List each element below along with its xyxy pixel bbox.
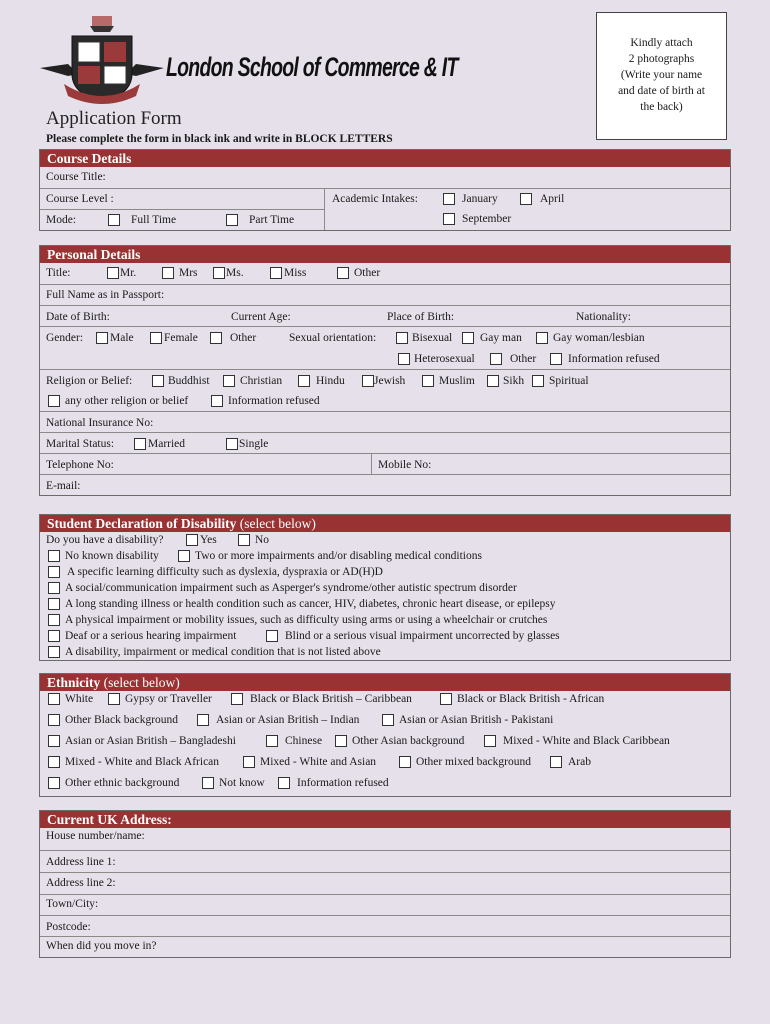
other-title-checkbox[interactable] <box>337 267 349 279</box>
ethnicity-body <box>40 691 730 797</box>
other-black-checkbox[interactable] <box>48 714 60 726</box>
single-label: Single <box>239 438 269 450</box>
academic-intakes-label: Academic Intakes: <box>332 193 418 205</box>
telephone-label: Telephone No: <box>46 459 114 471</box>
full-time-label: Full Time <box>131 214 177 226</box>
asian-indian-checkbox[interactable] <box>197 714 209 726</box>
ethnicity-heading <box>40 674 730 691</box>
disability-no-checkbox[interactable] <box>238 534 250 546</box>
course-details-section <box>39 149 731 231</box>
divider <box>371 454 372 474</box>
gay-woman-checkbox[interactable] <box>536 332 548 344</box>
not-know-checkbox[interactable] <box>202 777 214 789</box>
blind-label: Blind or a serious visual impairment uncorrected by glasses <box>285 630 560 642</box>
physical-impairment-label: A physical impairment or mobility issues, such as difficulty using arms or using a wheelchair or crutches <box>65 614 548 626</box>
ms-label: Ms. <box>226 267 244 279</box>
married-checkbox[interactable] <box>134 438 146 450</box>
miss-checkbox[interactable] <box>270 267 282 279</box>
other-asian-checkbox[interactable] <box>335 735 347 747</box>
male-label: Male <box>110 332 134 344</box>
ethnicity-refused-label: Information refused <box>297 777 389 789</box>
postcode-label: Postcode: <box>46 921 91 933</box>
social-impairment-checkbox[interactable] <box>48 582 60 594</box>
photo-note-line: and date of birth at <box>618 85 705 97</box>
pob-label: Place of Birth: <box>387 311 455 323</box>
mixed-white-caribbean-label: Mixed - White and Black Caribbean <box>503 735 670 747</box>
mr-label: Mr. <box>120 267 137 279</box>
male-checkbox[interactable] <box>96 332 108 344</box>
bisexual-label: Bisexual <box>412 332 453 344</box>
ethnicity-refused-checkbox[interactable] <box>278 777 290 789</box>
disability-section <box>39 514 731 661</box>
disability-heading-sub: (select below) <box>239 516 316 531</box>
mode-label: Mode: <box>46 214 77 226</box>
course-level-intake-row <box>40 188 730 230</box>
photo-note-line: (Write your name <box>620 69 703 81</box>
gay-man-label: Gay man <box>480 332 522 344</box>
photo-note-line: the back) <box>640 101 683 113</box>
other-orientation-label: Other <box>510 353 537 365</box>
house-label: House number/name: <box>46 830 145 842</box>
muslim-label: Muslim <box>439 375 475 387</box>
ethnicity-heading-text: Ethnicity <box>47 675 101 690</box>
orientation-refused-label: Information refused <box>568 353 660 365</box>
mixed-white-caribbean-checkbox[interactable] <box>484 735 496 747</box>
divider <box>40 209 324 210</box>
divider <box>324 189 325 230</box>
address2-row[interactable] <box>40 872 730 894</box>
age-label: Current Age: <box>231 311 291 323</box>
other-religion-label: any other religion or belief <box>65 395 189 407</box>
deaf-checkbox[interactable] <box>48 630 60 642</box>
form-title: Application Form <box>46 108 182 129</box>
two-or-more-checkbox[interactable] <box>178 550 190 562</box>
ethnicity-section <box>39 673 731 797</box>
asian-pakistani-checkbox[interactable] <box>382 714 394 726</box>
birth-row <box>40 305 730 326</box>
nationality-label: Nationality: <box>576 311 631 323</box>
not-know-label: Not know <box>219 777 265 789</box>
chinese-label: Chinese <box>285 735 323 747</box>
ethnicity-heading-sub: (select below) <box>103 675 180 690</box>
mixed-white-asian-checkbox[interactable] <box>243 756 255 768</box>
full-name-row[interactable] <box>40 284 730 305</box>
asian-pakistani-label: Asian or Asian British - Pakistani <box>399 714 554 726</box>
sikh-checkbox[interactable] <box>487 375 499 387</box>
other-gender-label: Other <box>230 332 257 344</box>
address1-row[interactable] <box>40 850 730 872</box>
deaf-label: Deaf or a serious hearing impairment <box>65 630 237 642</box>
mrs-checkbox[interactable] <box>162 267 174 279</box>
blind-checkbox[interactable] <box>266 630 278 642</box>
female-checkbox[interactable] <box>150 332 162 344</box>
other-asian-label: Other Asian background <box>352 735 465 747</box>
mixed-white-african-label: Mixed - White and Black African <box>65 756 220 768</box>
photo-note-line: Kindly attach <box>630 37 693 49</box>
marital-row <box>40 432 730 453</box>
title-row <box>40 263 730 284</box>
email-row[interactable] <box>40 474 730 495</box>
course-level-label: Course Level : <box>46 193 114 205</box>
religion-refused-checkbox[interactable] <box>211 395 223 407</box>
other-title-label: Other <box>354 267 381 279</box>
gypsy-label: Gypsy or Traveller <box>125 693 212 705</box>
muslim-checkbox[interactable] <box>422 375 434 387</box>
address-section <box>39 810 731 958</box>
miss-label: Miss <box>284 267 307 279</box>
other-orientation-checkbox[interactable] <box>490 353 502 365</box>
ni-label: National Insurance No: <box>46 417 154 429</box>
gender-label: Gender: <box>46 332 84 344</box>
mixed-white-asian-label: Mixed - White and Asian <box>260 756 377 768</box>
move-in-label: When did you move in? <box>46 940 157 952</box>
photo-note-line: 2 photographs <box>628 53 695 65</box>
other-ethnic-checkbox[interactable] <box>48 777 60 789</box>
christian-label: Christian <box>240 375 283 387</box>
mobile-label: Mobile No: <box>378 459 432 471</box>
town-label: Town/City: <box>46 898 99 910</box>
black-caribbean-label: Black or Black British – Caribbean <box>250 693 412 705</box>
january-label: January <box>462 193 498 205</box>
disability-body <box>40 532 730 662</box>
marital-label: Marital Status: <box>46 438 115 450</box>
jewish-checkbox[interactable] <box>362 375 374 387</box>
black-african-checkbox[interactable] <box>440 693 452 705</box>
long-illness-checkbox[interactable] <box>48 598 60 610</box>
form-instructions: Please complete the form in black ink and write in BLOCK LETTERS <box>46 133 393 145</box>
learning-difficulty-label: A specific learning difficulty such as dyslexia, dyspraxia or AD(H)D <box>67 566 383 578</box>
house-row[interactable] <box>40 828 730 850</box>
other-religion-checkbox[interactable] <box>48 395 60 407</box>
female-label: Female <box>164 332 198 344</box>
no-known-disability-checkbox[interactable] <box>48 550 60 562</box>
other-ethnic-label: Other ethnic background <box>65 777 180 789</box>
sikh-label: Sikh <box>503 375 525 387</box>
course-details-heading: Course Details <box>40 150 730 167</box>
gypsy-checkbox[interactable] <box>108 693 120 705</box>
full-time-checkbox[interactable] <box>108 214 120 226</box>
hindu-checkbox[interactable] <box>298 375 310 387</box>
other-black-label: Other Black background <box>65 714 179 726</box>
personal-details-section <box>39 245 731 496</box>
dob-label: Date of Birth: <box>46 311 110 323</box>
personal-details-heading: Personal Details <box>40 246 730 263</box>
school-crest-logo <box>38 12 166 110</box>
part-time-label: Part Time <box>249 214 295 226</box>
jewish-label: Jewish <box>374 375 406 387</box>
chinese-checkbox[interactable] <box>266 735 278 747</box>
mr-checkbox[interactable] <box>107 267 119 279</box>
ms-checkbox[interactable] <box>213 267 225 279</box>
ni-row[interactable] <box>40 411 730 432</box>
christian-checkbox[interactable] <box>223 375 235 387</box>
spiritual-checkbox[interactable] <box>532 375 544 387</box>
september-label: September <box>462 213 512 225</box>
white-checkbox[interactable] <box>48 693 60 705</box>
full-name-label: Full Name as in Passport: <box>46 289 165 301</box>
single-checkbox[interactable] <box>226 438 238 450</box>
september-checkbox[interactable] <box>443 213 455 225</box>
religion-refused-label: Information refused <box>228 395 320 407</box>
unlisted-disability-checkbox[interactable] <box>48 646 60 658</box>
address2-label: Address line 2: <box>46 877 116 889</box>
unlisted-disability-label: A disability, impairment or medical condition that is not listed above <box>65 646 381 658</box>
asian-bangladeshi-checkbox[interactable] <box>48 735 60 747</box>
religion-label: Religion or Belief: <box>46 375 133 387</box>
other-gender-checkbox[interactable] <box>210 332 222 344</box>
arab-checkbox[interactable] <box>550 756 562 768</box>
email-label: E-mail: <box>46 480 81 492</box>
address1-label: Address line 1: <box>46 856 116 868</box>
social-impairment-label: A social/communication impairment such as Asperger's syndrome/other autistic spectrum disorder <box>65 582 517 594</box>
gay-woman-label: Gay woman/lesbian <box>553 332 645 344</box>
disability-yes-checkbox[interactable] <box>186 534 198 546</box>
buddhist-checkbox[interactable] <box>152 375 164 387</box>
disability-yes-label: Yes <box>200 534 217 546</box>
heterosexual-checkbox[interactable] <box>398 353 410 365</box>
mrs-label: Mrs <box>179 267 198 279</box>
disability-question: Do you have a disability? <box>46 534 164 546</box>
move-in-row[interactable] <box>40 936 730 956</box>
disability-no-label: No <box>255 534 270 546</box>
phone-row <box>40 453 730 474</box>
bisexual-checkbox[interactable] <box>396 332 408 344</box>
photo-attach-box <box>596 12 727 140</box>
course-title-row[interactable] <box>40 167 730 188</box>
postcode-row[interactable] <box>40 915 730 936</box>
april-checkbox[interactable] <box>520 193 532 205</box>
religion-row <box>40 369 730 411</box>
asian-bangladeshi-label: Asian or Asian British – Bangladeshi <box>65 735 236 747</box>
black-african-label: Black or Black British - African <box>457 693 605 705</box>
gay-man-checkbox[interactable] <box>462 332 474 344</box>
white-label: White <box>65 693 94 705</box>
long-illness-label: A long standing illness or health condition such as cancer, HIV, diabetes, chronic heart disease, or epilepsy <box>65 598 556 610</box>
spiritual-label: Spiritual <box>549 375 589 387</box>
part-time-checkbox[interactable] <box>226 214 238 226</box>
town-row[interactable] <box>40 894 730 915</box>
physical-impairment-checkbox[interactable] <box>48 614 60 626</box>
other-mixed-checkbox[interactable] <box>399 756 411 768</box>
other-mixed-label: Other mixed background <box>416 756 531 768</box>
january-checkbox[interactable] <box>443 193 455 205</box>
no-known-disability-label: No known disability <box>65 550 159 562</box>
heterosexual-label: Heterosexual <box>414 353 475 365</box>
gender-orientation-row <box>40 326 730 369</box>
married-label: Married <box>148 438 186 450</box>
mixed-white-african-checkbox[interactable] <box>48 756 60 768</box>
title-label: Title: <box>46 267 71 279</box>
course-title-label: Course Title: <box>46 171 106 183</box>
two-or-more-label: Two or more impairments and/or disabling medical conditions <box>195 550 482 562</box>
orientation-label: Sexual orientation: <box>289 332 377 344</box>
orientation-refused-checkbox[interactable] <box>550 353 562 365</box>
address-heading: Current UK Address: <box>40 811 730 828</box>
asian-indian-label: Asian or Asian British – Indian <box>216 714 360 726</box>
buddhist-label: Buddhist <box>168 375 210 387</box>
hindu-label: Hindu <box>316 375 345 387</box>
black-caribbean-checkbox[interactable] <box>231 693 243 705</box>
school-name: London School of Commerce & IT <box>166 52 458 82</box>
april-label: April <box>540 193 565 205</box>
learning-difficulty-checkbox[interactable] <box>48 566 60 578</box>
arab-label: Arab <box>568 756 591 768</box>
disability-heading-text: Student Declaration of Disability <box>47 516 237 531</box>
disability-heading <box>40 515 730 532</box>
